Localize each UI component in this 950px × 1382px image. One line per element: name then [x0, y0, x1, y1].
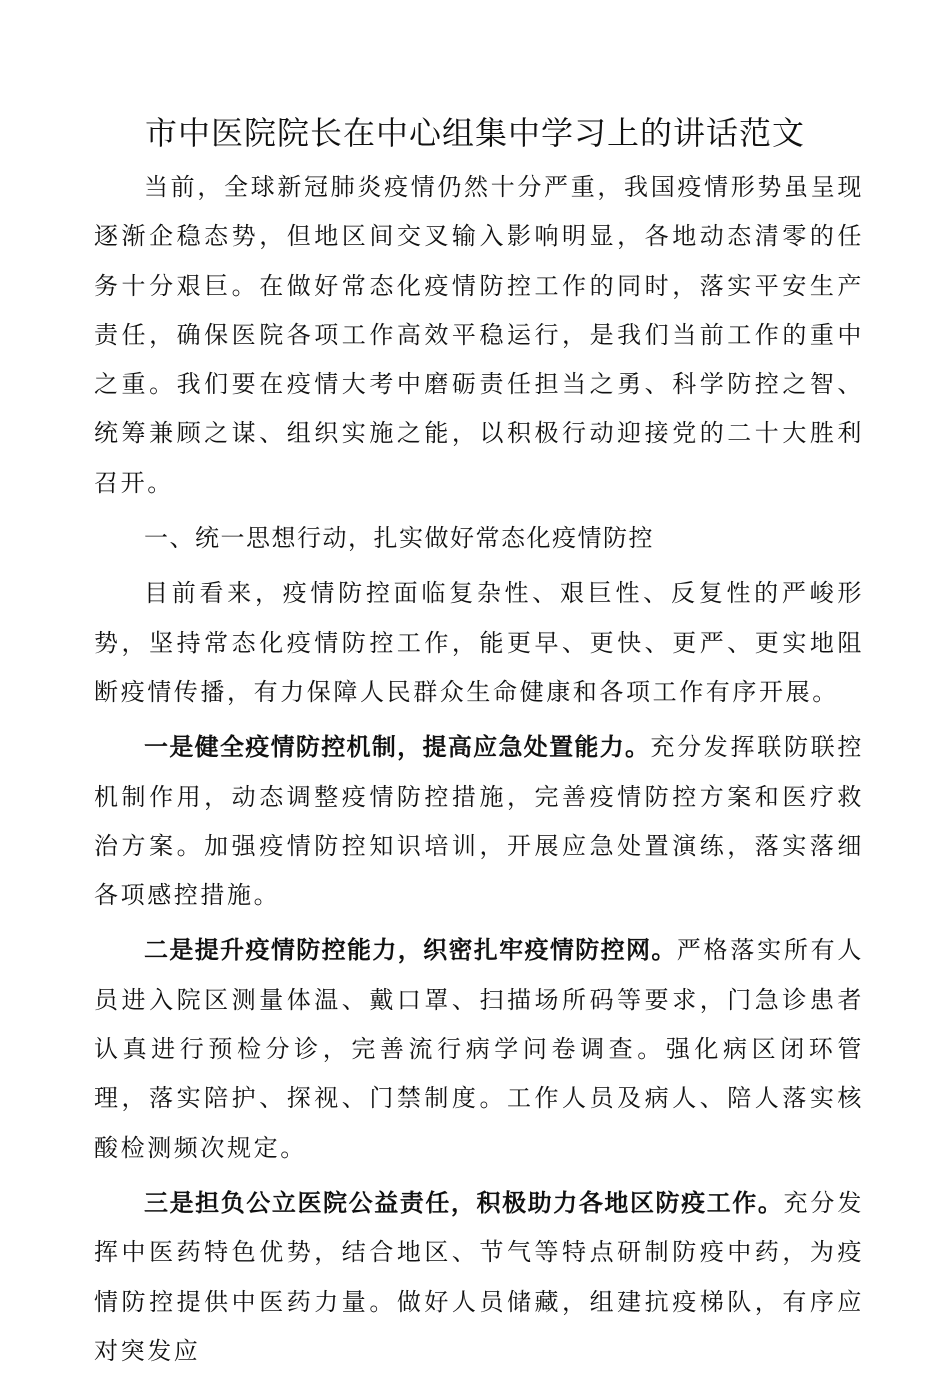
document-body	[94, 163, 864, 1382]
point-lead-1: 一是健全疫情防控机制，提高应急处置能力。	[144, 733, 651, 762]
document-title: 市中医院院长在中心组集中学习上的讲话范文	[144, 114, 805, 152]
point-lead-2: 二是提升疫情防控能力，织密扎牢疫情防控网。	[144, 936, 677, 965]
point-text-1: 充分发挥联防联控机制作用，动态调整疫情防控措施，完善疫情防控方案和医疗救治方案。加强疫情防控知识培训，开展应急处置演练，落实落细各项感控措施。	[94, 733, 864, 910]
point-paragraph-1	[94, 723, 864, 920]
point-text-2: 严格落实所有人员进入院区测量体温、戴口罩、扫描场所码等要求，门急诊患者认真进行预检分诊，完善流行病学问卷调查。强化病区闭环管理，落实陪护、探视、门禁制度。工作人员及病人、陪人落实核酸检测频次规定。	[94, 936, 865, 1162]
point-text-3: 充分发挥中医药特色优势，结合地区、节气等特点研制防疫中药，为疫情防控提供中医药力量。做好人员储藏，组建抗疫梯队，有序应对突发应	[94, 1188, 864, 1365]
section-heading: 一、统一思想行动，扎实做好常态化疫情防控	[144, 524, 654, 553]
section-paragraph: 目前看来，疫情防控面临复杂性、艰巨性、反复性的严峻形势，坚持常态化疫情防控工作，能更早、更快、更严、更实地阻断疫情传播，有力保障人民群众生命健康和各项工作有序开展。	[94, 579, 864, 706]
intro-paragraph: 当前，全球新冠肺炎疫情仍然十分严重，我国疫情形势虽呈现逐渐企稳态势，但地区间交叉输入影响明显，各地动态清零的任务十分艰巨。在做好常态化疫情防控工作的同时，落实平安生产责任，确保医院各项工作高效平稳运行，是我们当前工作的重中之重。我们要在疫情大考中磨砺责任担当之勇、科学防控之智、统筹兼顾之谋、组织实施之能，以积极行动迎接党的二十大胜利召开。	[94, 173, 864, 497]
point-lead-3: 三是担负公立医院公益责任，积极助力各地区防疫工作。	[144, 1188, 784, 1217]
point-paragraph-2	[94, 926, 864, 1172]
point-paragraph-3	[94, 1179, 864, 1376]
